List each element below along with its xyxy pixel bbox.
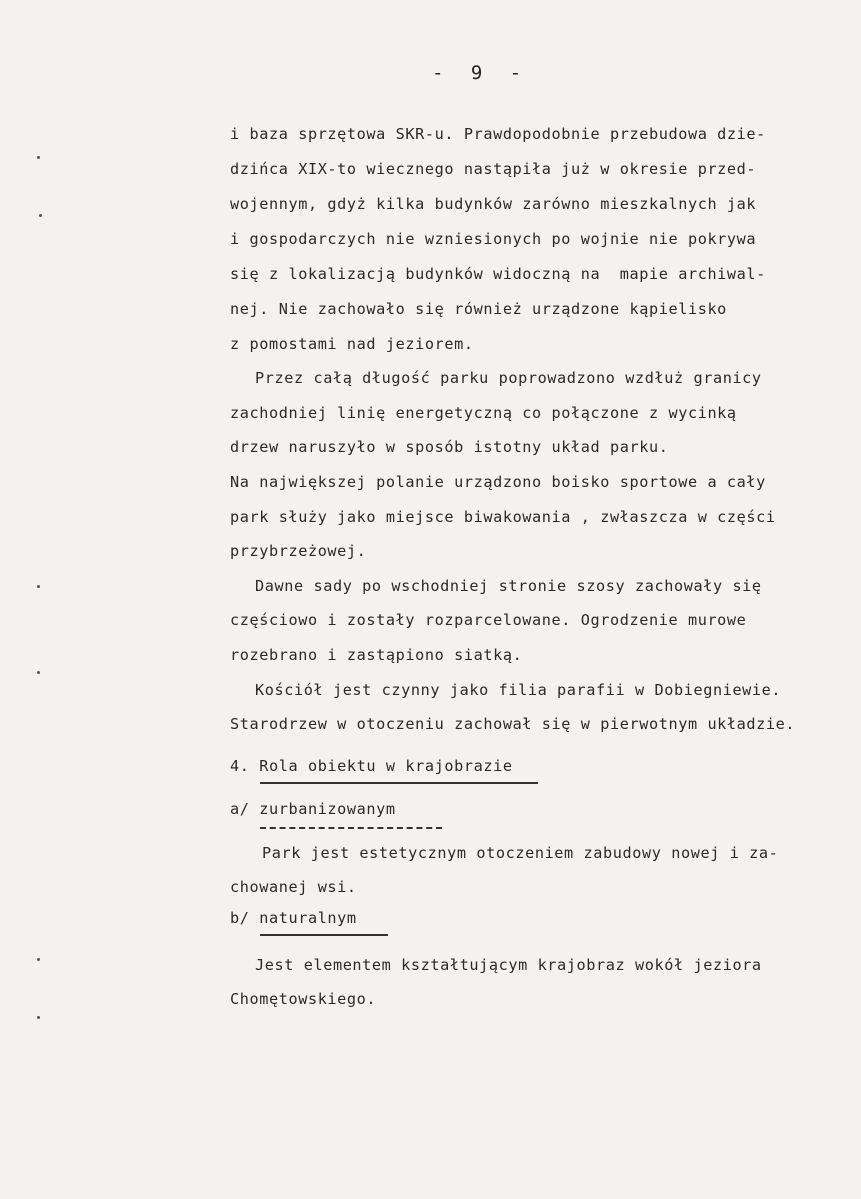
section-heading: 4. Rola obiektu w krajobrazie xyxy=(230,757,513,775)
text-line: Park jest estetycznym otoczeniem zabudowy nowej i za- xyxy=(262,844,779,862)
margin-speck xyxy=(37,958,40,961)
text-line: Jest elementem kształtującym krajobraz wokół jeziora xyxy=(255,956,762,974)
text-line: rozebrano i zastąpiono siatką. xyxy=(230,646,523,664)
page-number: - 9 - xyxy=(432,62,530,84)
text-line: z pomostami nad jeziorem. xyxy=(230,335,474,353)
text-line: przybrzeżowej. xyxy=(230,542,367,560)
margin-speck xyxy=(37,156,40,159)
margin-speck xyxy=(37,671,40,674)
text-line: park służy jako miejsce biwakowania , zwłaszcza w części xyxy=(230,508,776,526)
subsection-underline xyxy=(260,934,388,936)
margin-speck xyxy=(37,1016,40,1019)
margin-speck xyxy=(37,585,40,588)
text-line: Przez całą długość parku poprowadzono wzdłuż granicy xyxy=(255,369,762,387)
heading-underline xyxy=(260,782,538,784)
subsection-label: b/ naturalnym xyxy=(230,909,357,927)
margin-speck xyxy=(39,214,42,217)
text-line: nej. Nie zachowało się również urządzone kąpielisko xyxy=(230,300,727,318)
text-line: wojennym, gdyż kilka budynków zarówno mieszkalnych jak xyxy=(230,195,757,213)
text-line: dzińca XIX-to wiecznego nastąpiła już w okresie przed- xyxy=(230,160,757,178)
text-line: drzew naruszyło w sposób istotny układ parku. xyxy=(230,438,669,456)
text-line: częściowo i zostały rozparcelowane. Ogrodzenie murowe xyxy=(230,611,747,629)
text-line: Chomętowskiego. xyxy=(230,990,377,1008)
text-line: się z lokalizacją budynków widoczną na mapie archiwal- xyxy=(230,265,766,283)
subsection-label: a/ zurbanizowanym xyxy=(230,800,396,818)
text-line: i baza sprzętowa SKR-u. Prawdopodobnie przebudowa dzie- xyxy=(230,125,766,143)
text-line: i gospodarczych nie wzniesionych po wojnie nie pokrywa xyxy=(230,230,757,248)
subsection-underline xyxy=(260,827,442,829)
text-line: Kościół jest czynny jako filia parafii w Dobiegniewie. xyxy=(255,681,782,699)
text-line: zachodniej linię energetyczną co połączone z wycinką xyxy=(230,404,737,422)
text-line: Starodrzew w otoczeniu zachował się w pierwotnym układzie. xyxy=(230,715,796,733)
text-line: Dawne sady po wschodniej stronie szosy zachowały się xyxy=(255,577,762,595)
text-line: Na największej polanie urządzono boisko sportowe a cały xyxy=(230,473,766,491)
text-line: chowanej wsi. xyxy=(230,878,357,896)
